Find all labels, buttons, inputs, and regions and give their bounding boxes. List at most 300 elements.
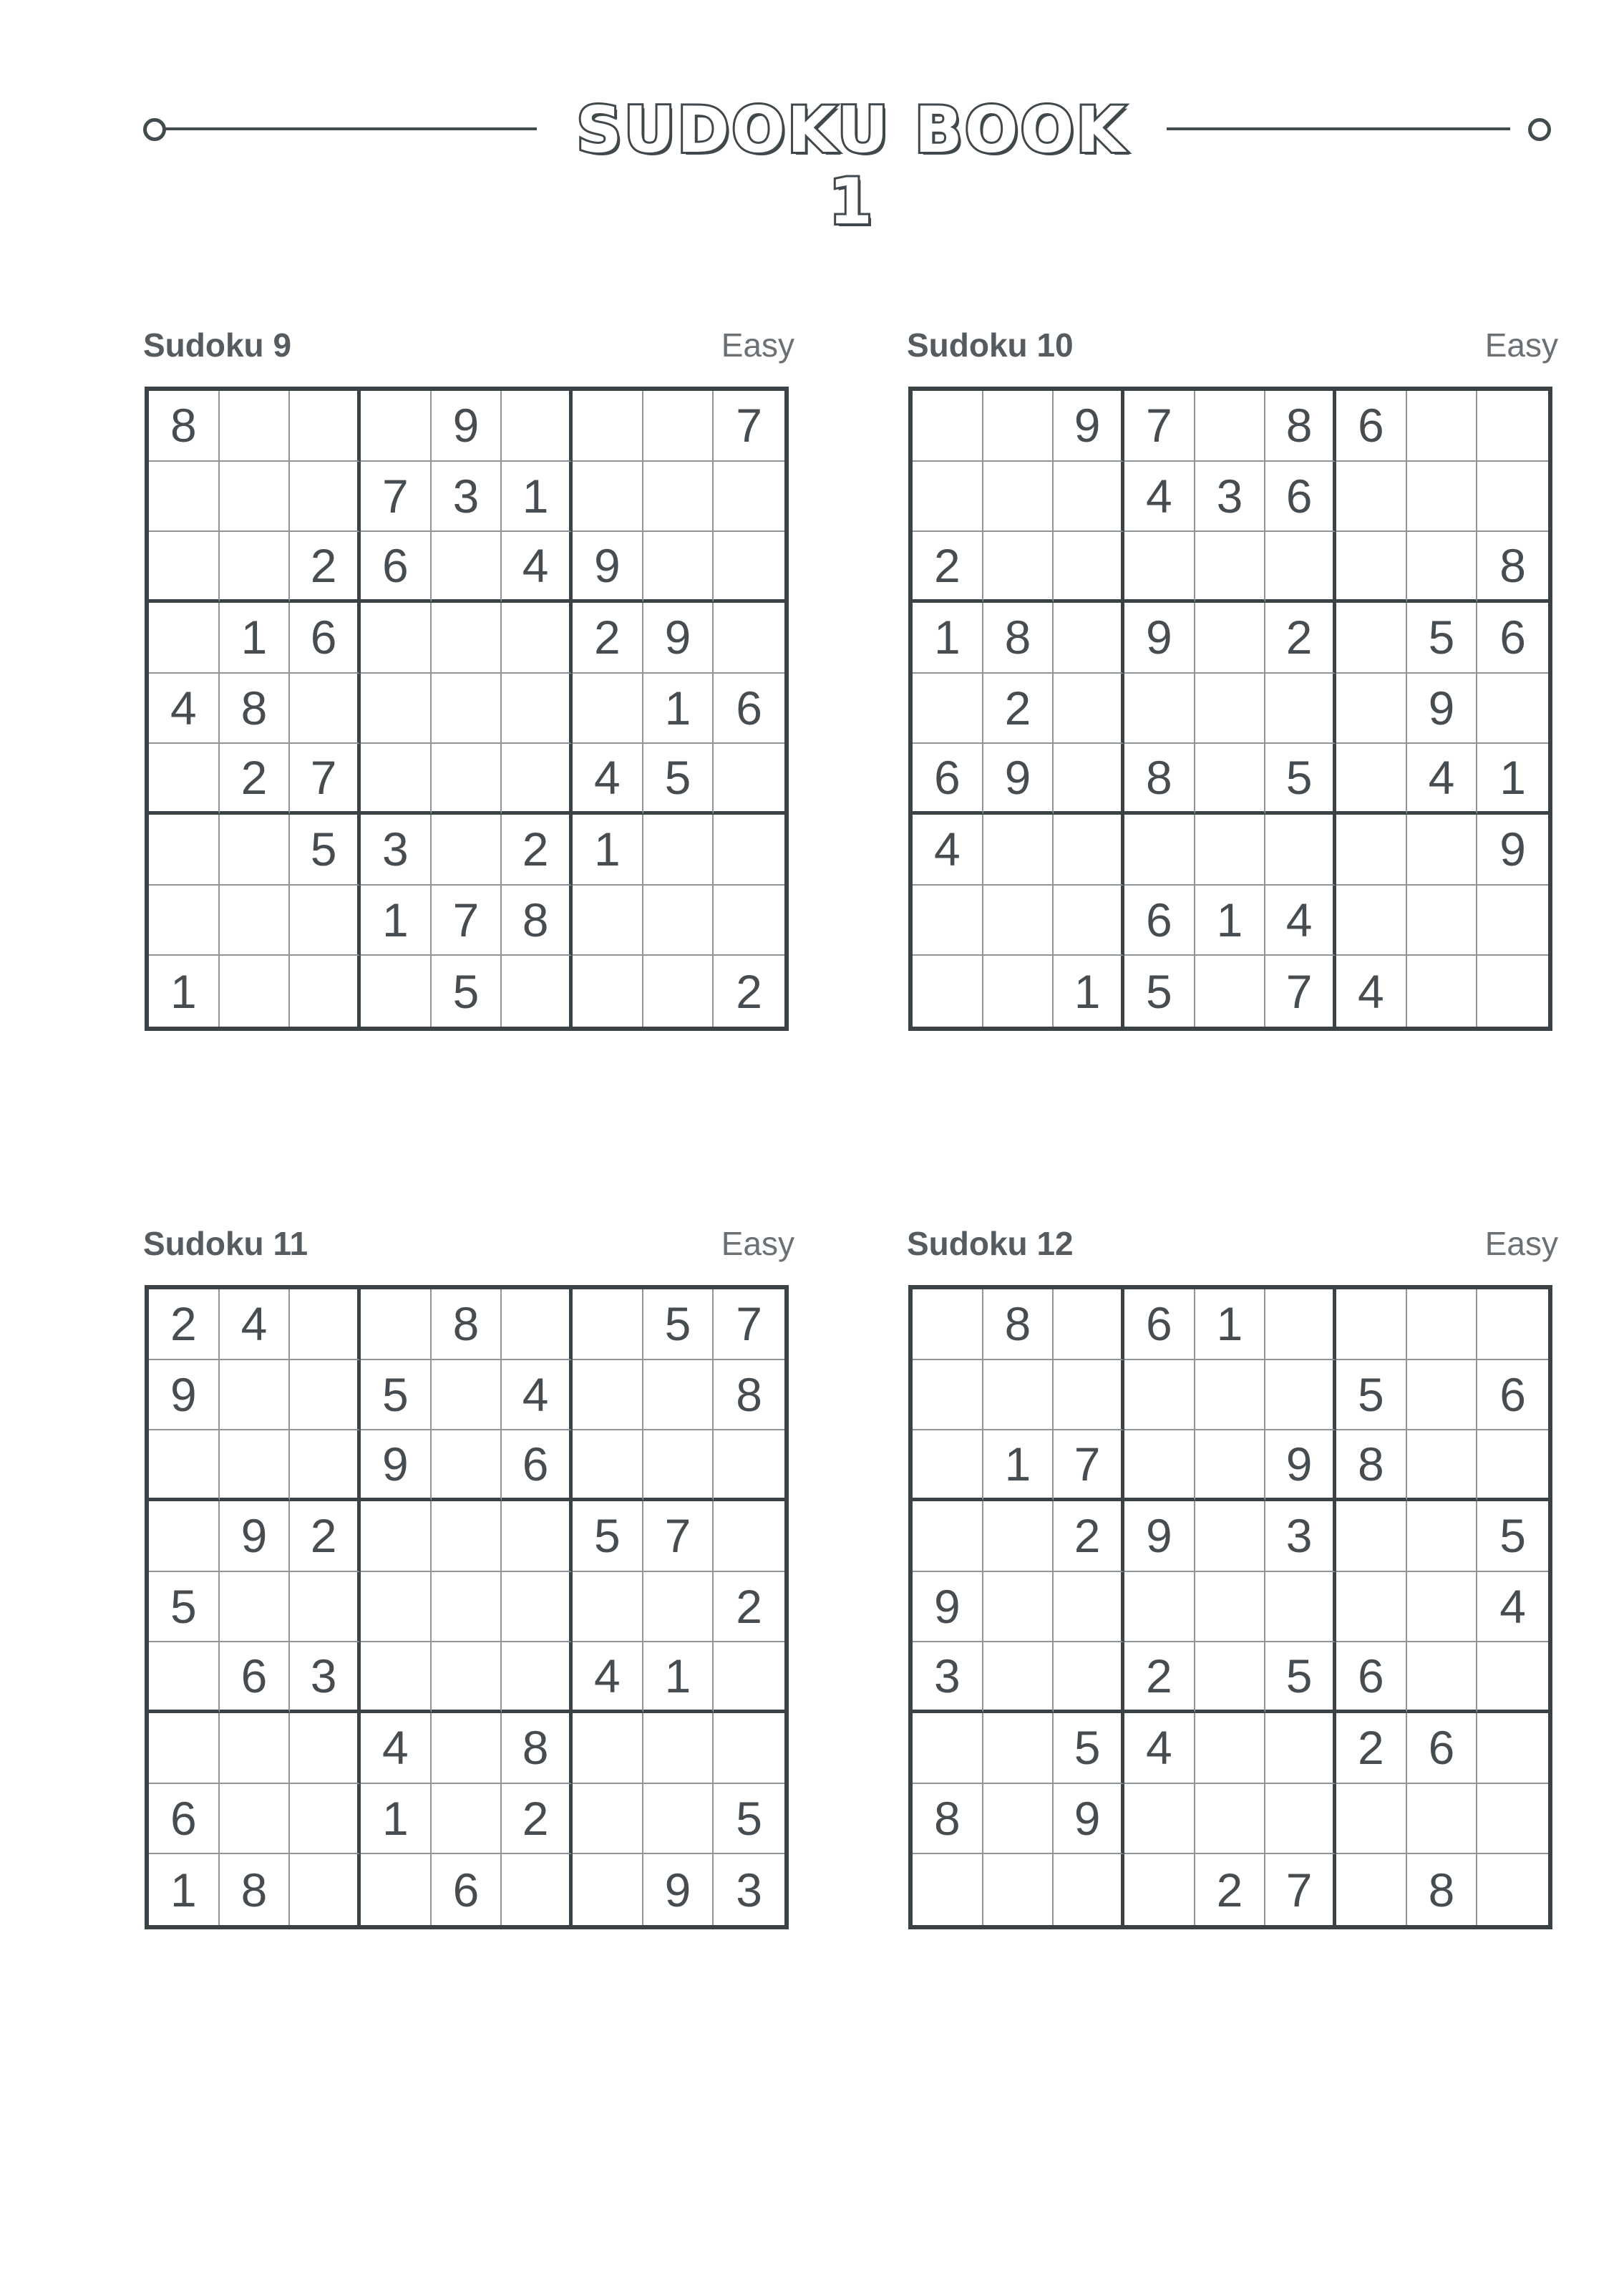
- sudoku-cell: [432, 1784, 502, 1855]
- sudoku-cell: [502, 391, 573, 462]
- sudoku-cell: 9: [220, 1501, 291, 1572]
- sudoku-cell: [983, 1572, 1054, 1643]
- sudoku-cell: [290, 1430, 361, 1501]
- sudoku-cell: 1: [149, 1854, 220, 1925]
- sudoku-cell: 1: [643, 674, 714, 745]
- sudoku-cell: 3: [290, 1642, 361, 1713]
- sudoku-cell: 7: [1124, 391, 1195, 462]
- sudoku-cell: [643, 956, 714, 1027]
- sudoku-cell: [1407, 1642, 1478, 1713]
- sudoku-grid: [908, 387, 1552, 1031]
- puzzle-title: Sudoku 12: [907, 1225, 1074, 1262]
- sudoku-cell: [1265, 815, 1336, 886]
- sudoku-cell: [1477, 956, 1548, 1027]
- sudoku-cell: [290, 1289, 361, 1360]
- sudoku-cell: [913, 1289, 983, 1360]
- puzzle-card: [907, 1224, 1558, 1940]
- sudoku-cell: 6: [1336, 391, 1407, 462]
- sudoku-cell: [1336, 603, 1407, 674]
- sudoku-cell: 6: [1124, 1289, 1195, 1360]
- sudoku-cell: 1: [361, 1784, 432, 1855]
- puzzle-difficulty: Easy: [1484, 326, 1558, 364]
- sudoku-cell: 6: [220, 1642, 291, 1713]
- sudoku-cell: [643, 462, 714, 533]
- sudoku-cell: [1407, 815, 1478, 886]
- sudoku-cell: 2: [502, 1784, 573, 1855]
- sudoku-cell: [714, 1642, 784, 1713]
- header-left-rule: [165, 127, 537, 130]
- sudoku-cell: 1: [1195, 1289, 1266, 1360]
- sudoku-cell: 8: [1477, 532, 1548, 603]
- sudoku-cell: [432, 532, 502, 603]
- sudoku-cell: [1477, 674, 1548, 745]
- sudoku-cell: [1124, 532, 1195, 603]
- sudoku-cell: 5: [1265, 1642, 1336, 1713]
- sudoku-cell: 6: [1407, 1713, 1478, 1784]
- sudoku-cell: [432, 1713, 502, 1784]
- sudoku-cell: 4: [1124, 1713, 1195, 1784]
- sudoku-cell: [1407, 1430, 1478, 1501]
- sudoku-cell: [1477, 1289, 1548, 1360]
- sudoku-cell: [1336, 886, 1407, 956]
- sudoku-cell: [432, 674, 502, 745]
- sudoku-cell: 8: [714, 1360, 784, 1431]
- sudoku-cell: [1054, 1854, 1124, 1925]
- sudoku-cell: 4: [1477, 1572, 1548, 1643]
- sudoku-cell: 2: [1124, 1642, 1195, 1713]
- sudoku-cell: 6: [432, 1854, 502, 1925]
- sudoku-cell: [643, 1713, 714, 1784]
- sudoku-cell: [643, 815, 714, 886]
- sudoku-cell: [220, 1713, 291, 1784]
- sudoku-cell: [1407, 462, 1478, 533]
- sudoku-cell: [1054, 462, 1124, 533]
- sudoku-cell: 2: [1054, 1501, 1124, 1572]
- sudoku-cell: [1265, 1572, 1336, 1643]
- sudoku-cell: [573, 462, 643, 533]
- sudoku-cell: 3: [736, 1863, 763, 1916]
- sudoku-cell: [290, 1572, 361, 1643]
- sudoku-cell: [1195, 1360, 1266, 1431]
- sudoku-cell: 8: [502, 886, 573, 956]
- sudoku-cell: [220, 886, 291, 956]
- puzzle-difficulty: Easy: [721, 326, 794, 364]
- sudoku-cell: 5: [573, 1501, 643, 1572]
- sudoku-cell: 4: [502, 532, 573, 603]
- sudoku-cell: 4: [913, 815, 983, 886]
- sudoku-cell: 2: [149, 1289, 220, 1360]
- sudoku-cell: [913, 1430, 983, 1501]
- sudoku-cell: [1407, 886, 1478, 956]
- sudoku-cell: [361, 1289, 432, 1360]
- sudoku-cell: 1: [149, 956, 220, 1027]
- sudoku-cell: [220, 1572, 291, 1643]
- sudoku-cell: [432, 1572, 502, 1643]
- sudoku-cell: 7: [361, 462, 432, 533]
- sudoku-grid: [145, 387, 789, 1031]
- sudoku-cell: 4: [1265, 886, 1336, 956]
- sudoku-cell: [1265, 674, 1336, 745]
- sudoku-cell: [1124, 1784, 1195, 1855]
- sudoku-cell: [983, 956, 1054, 1027]
- sudoku-cell: [1407, 956, 1478, 1027]
- sudoku-cell: [1477, 1642, 1548, 1713]
- sudoku-cell: [573, 1784, 643, 1855]
- sudoku-cell: 9: [913, 1572, 983, 1643]
- sudoku-cell: [573, 886, 643, 956]
- sudoku-cell: 5: [643, 744, 714, 815]
- sudoku-cell: 6: [714, 674, 784, 745]
- sudoku-cell: 2: [290, 532, 361, 603]
- sudoku-cell: [432, 744, 502, 815]
- sudoku-cell: 1: [1054, 956, 1124, 1027]
- sudoku-cell: 5: [1265, 744, 1336, 815]
- sudoku-cell: 4: [573, 1642, 643, 1713]
- sudoku-cell: 2: [983, 674, 1054, 745]
- sudoku-cell: [714, 1501, 784, 1572]
- sudoku-cell: [913, 1360, 983, 1431]
- sudoku-cell: [502, 1501, 573, 1572]
- sudoku-cell: 8: [1336, 1430, 1407, 1501]
- sudoku-cell: 3: [913, 1642, 983, 1713]
- sudoku-cell: [913, 391, 983, 462]
- sudoku-cell: [714, 1713, 784, 1784]
- sudoku-cell: [432, 1430, 502, 1501]
- sudoku-cell: 6: [1336, 1642, 1407, 1713]
- sudoku-cell: [1477, 391, 1548, 462]
- sudoku-cell: 6: [1477, 1360, 1548, 1431]
- sudoku-cell: 9: [643, 1854, 714, 1925]
- sudoku-cell: [643, 1784, 714, 1855]
- sudoku-cell: [149, 1642, 220, 1713]
- sudoku-cell: [714, 462, 784, 533]
- sudoku-cell: 2: [714, 1572, 784, 1643]
- sudoku-cell: [1124, 1572, 1195, 1643]
- sudoku-cell: [1477, 1430, 1548, 1501]
- sudoku-cell: [1336, 815, 1407, 886]
- sudoku-cell: [1054, 1360, 1124, 1431]
- sudoku-cell: [1124, 815, 1195, 886]
- sudoku-cell: [573, 1572, 643, 1643]
- sudoku-cell: [1336, 1572, 1407, 1643]
- sudoku-cell: [220, 815, 291, 886]
- sudoku-cell: [1477, 1713, 1548, 1784]
- sudoku-cell: [714, 603, 784, 674]
- sudoku-cell: [290, 886, 361, 956]
- sudoku-cell: 3: [432, 462, 502, 533]
- sudoku-cell: [290, 391, 361, 462]
- sudoku-cell: [1477, 1784, 1548, 1855]
- sudoku-cell: 9: [643, 603, 714, 674]
- sudoku-cell: [913, 1713, 983, 1784]
- sudoku-cell: [361, 1501, 432, 1572]
- sudoku-cell: [1054, 744, 1124, 815]
- sudoku-cell: [643, 886, 714, 956]
- sudoku-cell: 2: [1195, 1854, 1266, 1925]
- sudoku-cell: [573, 1854, 643, 1925]
- sudoku-cell: [1124, 674, 1195, 745]
- sudoku-cell: [149, 744, 220, 815]
- sudoku-cell: [1195, 1784, 1266, 1855]
- sudoku-cell: [1195, 815, 1266, 886]
- sudoku-cell: 5: [1124, 956, 1195, 1027]
- sudoku-cell: [1195, 532, 1266, 603]
- puzzle-card: [143, 1224, 794, 1940]
- sudoku-cell: [573, 1430, 643, 1501]
- puzzle-difficulty: Easy: [721, 1225, 794, 1262]
- sudoku-cell: [1477, 462, 1548, 533]
- sudoku-cell: [1195, 1501, 1266, 1572]
- sudoku-cell: [983, 886, 1054, 956]
- sudoku-cell: 1: [502, 462, 573, 533]
- sudoku-cell: 2: [1265, 603, 1336, 674]
- sudoku-cell: [983, 532, 1054, 603]
- sudoku-cell: 1: [361, 886, 432, 956]
- sudoku-cell: [502, 1572, 573, 1643]
- sudoku-cell: 8: [149, 391, 220, 462]
- sudoku-cell: [290, 674, 361, 745]
- sudoku-cell: [361, 744, 432, 815]
- sudoku-cell: [220, 1784, 291, 1855]
- sudoku-cell: [149, 603, 220, 674]
- sudoku-cell: [983, 391, 1054, 462]
- sudoku-cell: [913, 674, 983, 745]
- sudoku-cell: [1054, 1642, 1124, 1713]
- sudoku-cell: 6: [290, 603, 361, 674]
- sudoku-cell: 2: [573, 603, 643, 674]
- sudoku-cell: [1054, 532, 1124, 603]
- sudoku-cell: [913, 886, 983, 956]
- sudoku-cell: [573, 1360, 643, 1431]
- sudoku-cell: 4: [502, 1360, 573, 1431]
- sudoku-cell: 2: [1336, 1713, 1407, 1784]
- sudoku-cell: 4: [220, 1289, 291, 1360]
- sudoku-cell: [1054, 603, 1124, 674]
- sudoku-cell: [1407, 391, 1478, 462]
- sudoku-cell: 6: [1477, 603, 1548, 674]
- sudoku-cell: 6: [502, 1430, 573, 1501]
- sudoku-cell: 9: [1054, 391, 1124, 462]
- sudoku-cell: 4: [573, 744, 643, 815]
- sudoku-cell: [432, 1360, 502, 1431]
- sudoku-cell: [1336, 1289, 1407, 1360]
- sudoku-cell: [913, 956, 983, 1027]
- sudoku-cell: [502, 603, 573, 674]
- sudoku-cell: 1: [573, 815, 643, 886]
- sudoku-cell: [502, 674, 573, 745]
- sudoku-cell: [290, 1360, 361, 1431]
- sudoku-cell: [643, 1572, 714, 1643]
- sudoku-cell: 9: [1265, 1430, 1336, 1501]
- sudoku-cell: 9: [983, 744, 1054, 815]
- sudoku-cell: 7: [1054, 1430, 1124, 1501]
- sudoku-cell: 4: [1407, 744, 1478, 815]
- sudoku-cell: [1124, 1360, 1195, 1431]
- sudoku-cell: [643, 391, 714, 462]
- sudoku-cell: [502, 744, 573, 815]
- page-title: SUDOKU BOOK 1: [576, 93, 1127, 238]
- sudoku-cell: 6: [913, 744, 983, 815]
- sudoku-cell: [220, 462, 291, 533]
- sudoku-cell: 7: [1265, 956, 1336, 1027]
- sudoku-cell: [361, 603, 432, 674]
- sudoku-cell: [290, 1854, 361, 1925]
- sudoku-cell: [149, 886, 220, 956]
- sudoku-cell: 5: [432, 956, 502, 1027]
- sudoku-cell: 7: [432, 886, 502, 956]
- sudoku-cell: 1: [983, 1430, 1054, 1501]
- sudoku-cell: 5: [1336, 1360, 1407, 1431]
- sudoku-cell: 6: [1265, 462, 1336, 533]
- sudoku-cell: [432, 1642, 502, 1713]
- sudoku-cell: 9: [361, 1430, 432, 1501]
- sudoku-cell: 1: [913, 603, 983, 674]
- sudoku-cell: 3: [1265, 1501, 1336, 1572]
- sudoku-cell: [1336, 674, 1407, 745]
- sudoku-cell: [149, 462, 220, 533]
- sudoku-cell: [1265, 532, 1336, 603]
- page-header: [0, 0, 1624, 286]
- sudoku-cell: [361, 956, 432, 1027]
- sudoku-cell: 1: [1477, 744, 1548, 815]
- sudoku-cell: [983, 1854, 1054, 1925]
- sudoku-cell: [1477, 886, 1548, 956]
- sudoku-cell: 8: [502, 1713, 573, 1784]
- sudoku-cell: [643, 532, 714, 603]
- sudoku-cell: 2: [913, 532, 983, 603]
- sudoku-cell: [361, 1572, 432, 1643]
- sudoku-cell: [361, 1854, 432, 1925]
- puzzle-title: Sudoku 10: [907, 326, 1074, 364]
- sudoku-cell: [983, 462, 1054, 533]
- sudoku-cell: 3: [1195, 462, 1266, 533]
- sudoku-cell: [1336, 1854, 1407, 1925]
- sudoku-cell: 9: [1124, 1501, 1195, 1572]
- sudoku-cell: 8: [220, 674, 291, 745]
- sudoku-cell: 6: [149, 1784, 220, 1855]
- sudoku-cell: [1336, 744, 1407, 815]
- sudoku-cell: 5: [1054, 1713, 1124, 1784]
- sudoku-cell: 1: [643, 1642, 714, 1713]
- sudoku-cell: 7: [714, 391, 784, 462]
- sudoku-cell: [913, 1854, 983, 1925]
- sudoku-cell: [1195, 956, 1266, 1027]
- sudoku-cell: 5: [1407, 603, 1478, 674]
- sudoku-cell: 8: [220, 1854, 291, 1925]
- sudoku-cell: [290, 956, 361, 1027]
- sudoku-cell: [1336, 532, 1407, 603]
- sudoku-cell: 6: [361, 532, 432, 603]
- sudoku-cell: [502, 1854, 573, 1925]
- sudoku-cell: [220, 1430, 291, 1501]
- sudoku-cell: 9: [573, 532, 643, 603]
- sudoku-cell: [573, 391, 643, 462]
- sudoku-cell: [714, 815, 784, 886]
- header-left-circle: [143, 118, 166, 141]
- sudoku-cell: [1407, 1501, 1478, 1572]
- sudoku-cell: [983, 1784, 1054, 1855]
- sudoku-grid: [908, 1285, 1552, 1929]
- sudoku-cell: [573, 956, 643, 1027]
- sudoku-cell: [1195, 744, 1266, 815]
- sudoku-cell: [983, 1642, 1054, 1713]
- sudoku-cell: [290, 462, 361, 533]
- sudoku-cell: [1407, 532, 1478, 603]
- sudoku-cell: 4: [1336, 956, 1407, 1027]
- sudoku-cell: [1195, 1430, 1266, 1501]
- sudoku-cell: [1054, 674, 1124, 745]
- sudoku-cell: 5: [290, 815, 361, 886]
- sudoku-cell: 5: [149, 1572, 220, 1643]
- sudoku-cell: [1054, 886, 1124, 956]
- sudoku-cell: 9: [1054, 1784, 1124, 1855]
- sudoku-cell: [290, 1784, 361, 1855]
- sudoku-cell: 8: [432, 1289, 502, 1360]
- sudoku-cell: [220, 532, 291, 603]
- sudoku-cell: 9: [1407, 674, 1478, 745]
- sudoku-cell: [573, 674, 643, 745]
- sudoku-cell: [361, 391, 432, 462]
- sudoku-cell: 8: [1265, 391, 1336, 462]
- sudoku-cell: [149, 1501, 220, 1572]
- sudoku-cell: [502, 1642, 573, 1713]
- sudoku-cell: [913, 1501, 983, 1572]
- sudoku-cell: 1: [1195, 886, 1266, 956]
- sudoku-cell: [714, 886, 784, 956]
- sudoku-grid: [145, 1285, 789, 1929]
- sudoku-cell: [149, 1430, 220, 1501]
- sudoku-cell: [983, 815, 1054, 886]
- sudoku-cell: 5: [1477, 1501, 1548, 1572]
- sudoku-cell: [1054, 1289, 1124, 1360]
- sudoku-cell: 1: [220, 603, 291, 674]
- sudoku-cell: 8: [1407, 1854, 1478, 1925]
- header-right-circle: [1528, 118, 1551, 141]
- sudoku-cell: 8: [1124, 744, 1195, 815]
- sudoku-cell: [573, 1289, 643, 1360]
- sudoku-cell: [1407, 1784, 1478, 1855]
- puzzle-title: Sudoku 9: [143, 326, 292, 364]
- sudoku-cell: [432, 603, 502, 674]
- sudoku-cell: 9: [1477, 815, 1548, 886]
- sudoku-cell: [432, 815, 502, 886]
- sudoku-cell: [714, 532, 784, 603]
- sudoku-cell: 8: [983, 603, 1054, 674]
- sudoku-cell: 4: [361, 1713, 432, 1784]
- sudoku-cell: 5: [714, 1784, 784, 1855]
- sudoku-cell: [643, 1430, 714, 1501]
- sudoku-cell: [220, 391, 291, 462]
- sudoku-cell: [573, 1713, 643, 1784]
- sudoku-cell: [1407, 1572, 1478, 1643]
- sudoku-cell: [1195, 603, 1266, 674]
- sudoku-cell: [290, 1713, 361, 1784]
- sudoku-cell: [502, 956, 573, 1027]
- sudoku-cell: [1336, 462, 1407, 533]
- sudoku-cell: [1124, 1854, 1195, 1925]
- sudoku-cell: [1195, 1642, 1266, 1713]
- sudoku-cell: [1336, 1501, 1407, 1572]
- sudoku-cell: [913, 462, 983, 533]
- sudoku-cell: 6: [1124, 886, 1195, 956]
- sudoku-cell: [983, 1713, 1054, 1784]
- sudoku-cell: [220, 1360, 291, 1431]
- sudoku-cell: 9: [1124, 603, 1195, 674]
- sudoku-cell: 7: [1265, 1854, 1336, 1925]
- sudoku-cell: 3: [361, 815, 432, 886]
- sudoku-cell: [1265, 1289, 1336, 1360]
- sudoku-cell: 4: [149, 674, 220, 745]
